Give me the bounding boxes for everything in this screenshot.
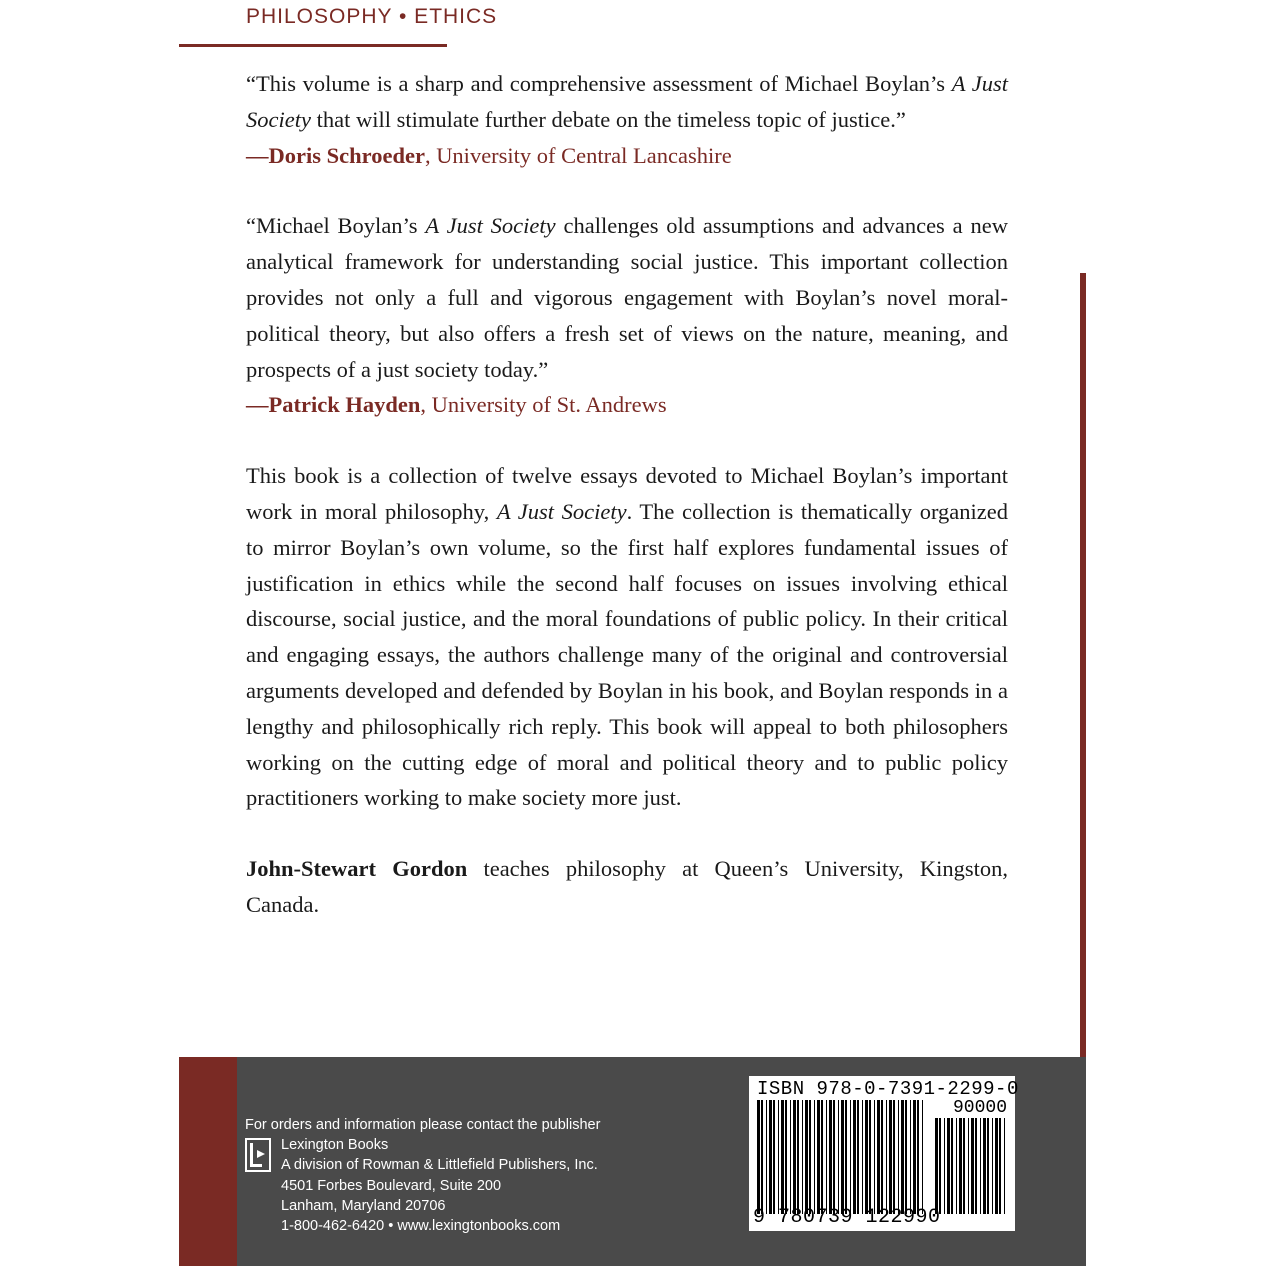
book-title: A Just Society: [246, 71, 1008, 132]
barcode-bars: [755, 1100, 925, 1214]
contact-line: For orders and information please contact the publisher: [245, 1117, 601, 1133]
blurb-attribution: —Doris Schroeder, University of Central Lancashire: [246, 142, 732, 168]
author-name: John-Stewart Gordon: [246, 856, 468, 882]
blurb-2: [246, 208, 1008, 423]
blurb-affiliation: , University of St. Andrews: [420, 392, 667, 418]
blurb-affiliation: , University of Central Lancashire: [424, 142, 732, 168]
publisher-division: A division of Rowman & Littlefield Publishers, Inc.: [281, 1157, 598, 1174]
book-description: This book is a collection of twelve essays devoted to Michael Boylan’s important work in moral philosophy, A Just Society. The collection is thematically organized to mirror Boylan’s own volume, so the first half explores fundamental issues of justification in ethics while the second half focuses on issues involving ethical discourse, social justice, and the moral foundations of public policy. In their critical and engaging essays, the authors challenge many of the original and controversial arguments developed and defended by Boylan in his book, and Boylan responds in a lengthy and philosophically rich reply. This book will appeal to both philosophers working on the cutting edge of moral and political theory and to public policy practitioners working to make society more just.: [246, 463, 1008, 811]
blurb-quote: “Michael Boylan’s A Just Society challenges old assumptions and advances a new analytical framework for understanding social justice. This important collection provides not only a full and vigorous engagement with Boylan’s novel moral-political theory, but also offers a fresh set of views on the nature, meaning, and prospects of a just society today.”: [246, 213, 1008, 382]
barcode-addon-bars: [933, 1118, 1009, 1214]
publisher-website: www.lexingtonbooks.com: [397, 1218, 561, 1235]
book-title: A Just Society: [496, 498, 627, 524]
blurb-1: [246, 66, 1008, 173]
book-title: A Just Society: [425, 213, 556, 239]
category-label: PHILOSOPHY • ETHICS: [246, 5, 498, 28]
side-accent-rule: [1080, 273, 1086, 1118]
isbn-barcode: [749, 1076, 1019, 1231]
price-code: 90000: [952, 1098, 1007, 1118]
lexington-logo-icon: [245, 1138, 271, 1172]
publisher-contact: 1-800-462-6420 • www.lexingtonbooks.com: [281, 1218, 561, 1235]
publisher-city: Lanham, Maryland 20706: [281, 1197, 446, 1214]
footer-accent: [179, 1057, 237, 1266]
publisher-name: Lexington Books: [281, 1137, 389, 1154]
cover-text: [246, 66, 1008, 923]
publisher-address: 4501 Forbes Boulevard, Suite 200: [281, 1177, 502, 1194]
blurb-author: Patrick Hayden: [268, 392, 421, 418]
blurb-author: Doris Schroeder: [268, 142, 425, 168]
publisher-phone: 1-800-462-6420: [281, 1218, 385, 1235]
isbn-number: ISBN 978-0-7391-2299-0: [757, 1078, 1019, 1100]
barcode-digits: 9 780739 122990: [753, 1206, 941, 1229]
publisher-footer: [179, 1057, 1086, 1266]
blurb-attribution: —Patrick Hayden, University of St. Andrews: [246, 392, 667, 418]
category-rule: [179, 44, 447, 47]
publisher-info: [245, 1115, 600, 1236]
author-bio: John-Stewart Gordon teaches philosophy at Queen’s University, Kingston, Canada.: [246, 856, 1008, 917]
blurb-quote: “This volume is a sharp and comprehensive assessment of Michael Boylan’s A Just Society that will stimulate further debate on the timeless topic of justice.”: [246, 71, 1008, 132]
